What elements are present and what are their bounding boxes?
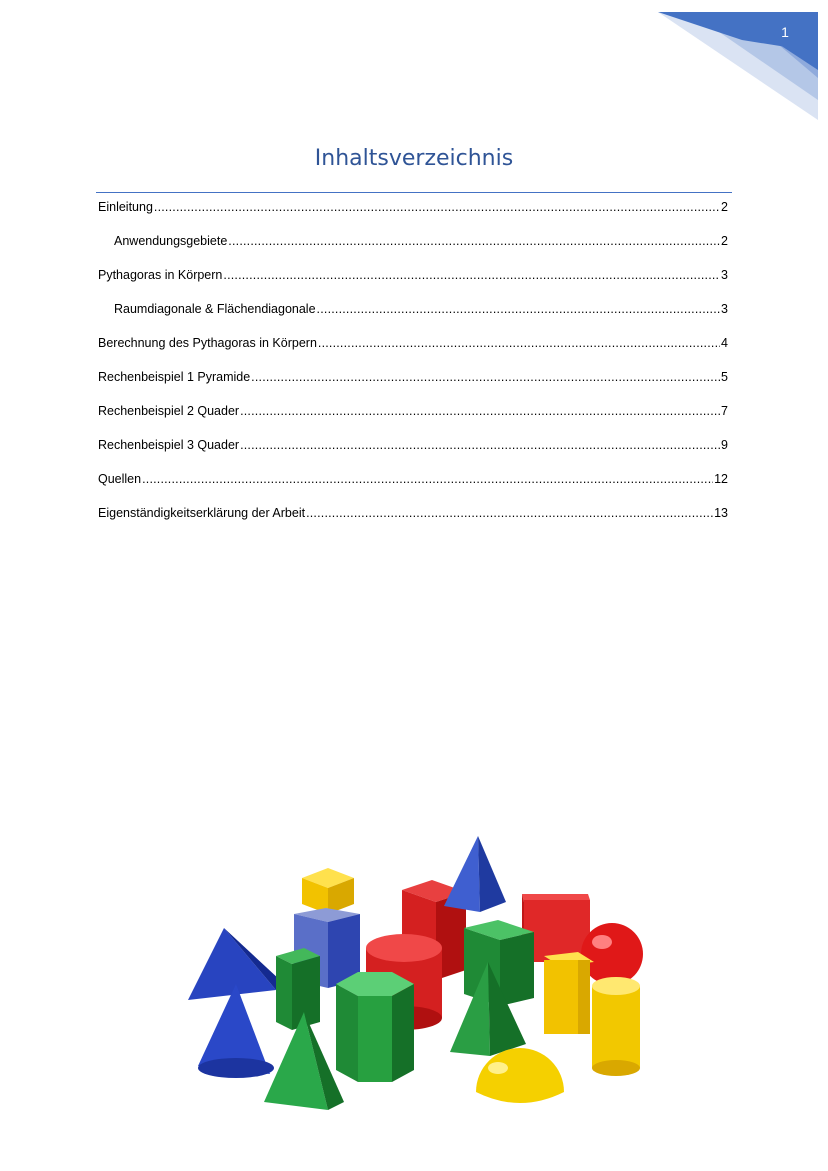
toc-entry-page: 5	[721, 370, 728, 384]
toc-entry-label: Eigenständigkeitserklärung der Arbeit	[98, 506, 306, 520]
toc-entry-page: 13	[714, 506, 728, 520]
toc-entry-label: Quellen	[98, 472, 142, 486]
green-hex-prism	[336, 972, 414, 1082]
yellow-cylinder	[592, 977, 640, 1076]
toc-entry-page: 3	[721, 268, 728, 282]
toc-entry-rechenbeispiel-2[interactable]	[98, 403, 728, 437]
toc-entry-label: Raumdiagonale & Flächendiagonale	[114, 302, 316, 316]
toc-entry-pythagoras-koerpern[interactable]	[98, 267, 728, 301]
blue-cone-front	[198, 984, 274, 1078]
yellow-hemisphere	[476, 1048, 564, 1103]
toc-entry-page: 4	[721, 336, 728, 350]
toc-entry-eigenstaendigkeit[interactable]	[98, 505, 728, 539]
toc-entry-page: 9	[721, 438, 728, 452]
toc-entry-label: Pythagoras in Körpern	[98, 268, 223, 282]
toc-leader	[306, 505, 713, 521]
toc-entry-label: Einleitung	[98, 200, 153, 214]
page-number: 1	[781, 24, 789, 40]
toc-entry-einleitung[interactable]	[98, 199, 728, 233]
toc-entry-page: 7	[721, 404, 728, 418]
toc-entry-quellen[interactable]	[98, 471, 728, 505]
toc-title: Inhaltsverzeichnis	[314, 146, 514, 171]
toc-entry-label: Rechenbeispiel 2 Quader	[98, 404, 240, 418]
toc-entry-page: 2	[721, 200, 728, 214]
toc-leader	[154, 199, 720, 215]
toc-leader	[240, 403, 720, 419]
toc-leader	[228, 233, 720, 249]
toc-leader	[317, 301, 721, 317]
toc-entry-rechenbeispiel-1[interactable]	[98, 369, 728, 403]
toc-entry-anwendungsgebiete[interactable]	[98, 233, 728, 267]
yellow-cube	[302, 868, 354, 914]
toc-entry-label: Rechenbeispiel 3 Quader	[98, 438, 240, 452]
blue-pyramid	[444, 836, 506, 912]
toc-entry-label: Rechenbeispiel 1 Pyramide	[98, 370, 251, 384]
red-sphere	[581, 923, 643, 985]
toc-entry-page: 12	[714, 472, 728, 486]
toc-entry-raumdiagonale[interactable]	[98, 301, 728, 335]
toc-leader	[251, 369, 720, 385]
toc-leader	[318, 335, 720, 351]
table-of-contents	[98, 199, 728, 539]
toc-entry-rechenbeispiel-3[interactable]	[98, 437, 728, 471]
corner-decoration	[0, 0, 828, 130]
toc-leader	[223, 267, 720, 283]
toc-entry-label: Anwendungsgebiete	[114, 234, 228, 248]
green-pyramid-front	[264, 1012, 344, 1110]
green-prism-small	[276, 948, 320, 1030]
geometric-solids-image	[180, 830, 650, 1130]
toc-entry-berechnung[interactable]	[98, 335, 728, 369]
toc-entry-label: Berechnung des Pythagoras in Körpern	[98, 336, 317, 350]
toc-entry-page: 3	[721, 302, 728, 316]
yellow-cuboid	[544, 952, 594, 1034]
toc-title-rule	[96, 192, 732, 193]
toc-leader	[142, 471, 713, 487]
toc-leader	[240, 437, 720, 453]
toc-entry-page: 2	[721, 234, 728, 248]
